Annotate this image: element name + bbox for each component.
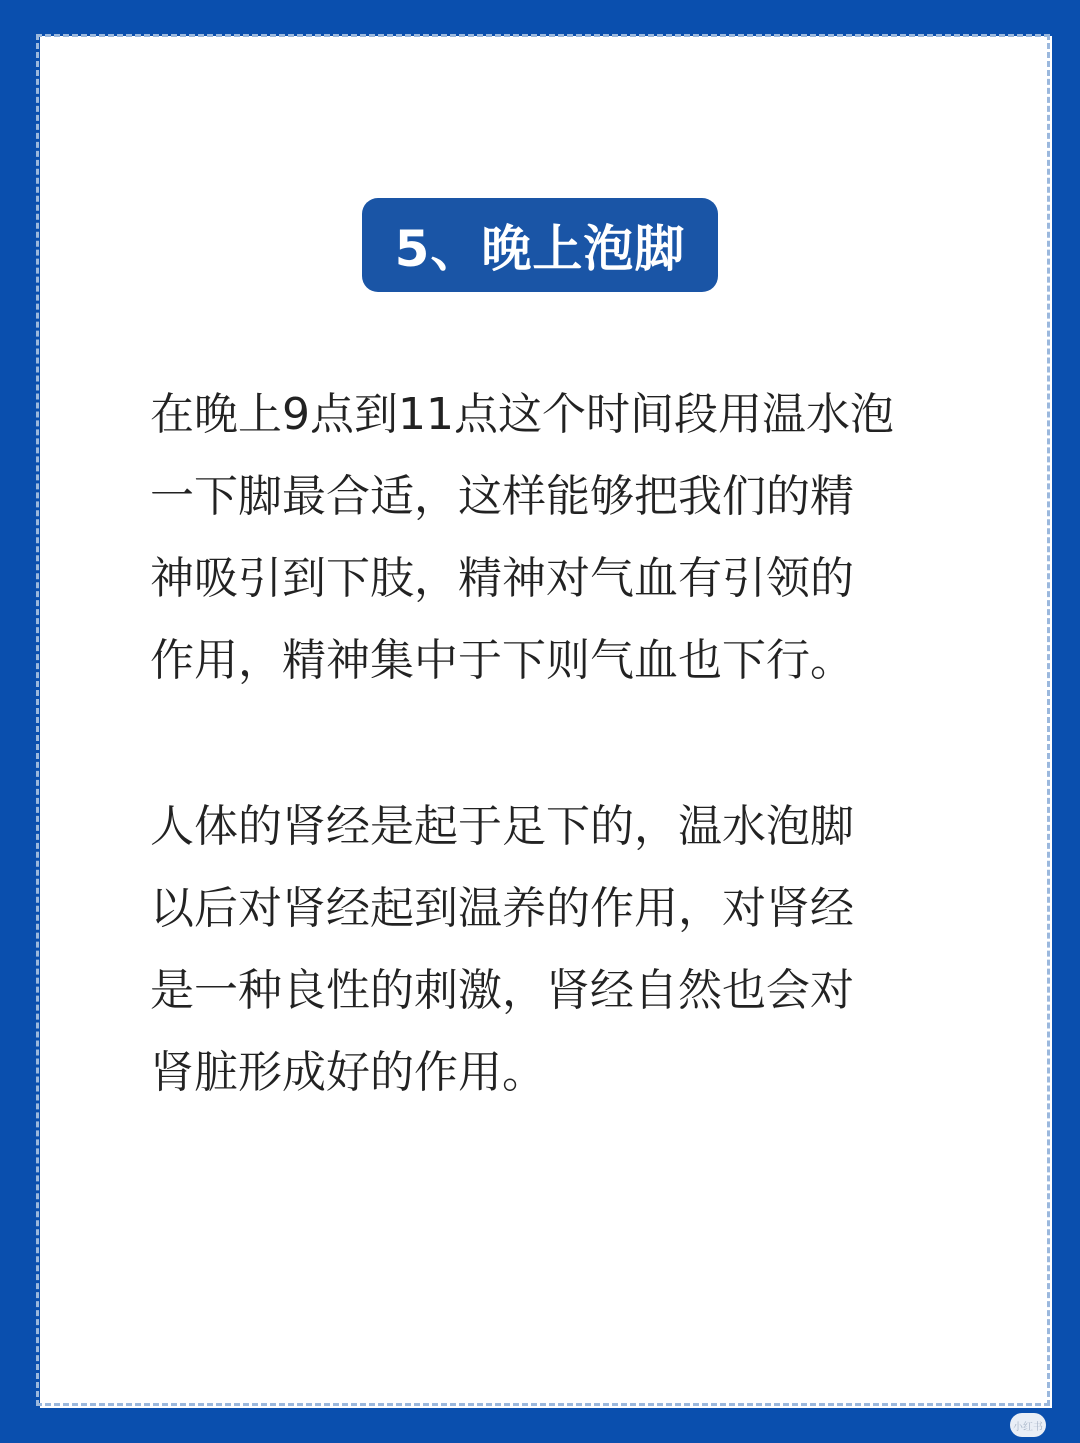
- paragraph-2: [150, 786, 980, 1114]
- paragraph-2-line: 以后对肾经起到温养的作用，对肾经: [150, 883, 854, 934]
- watermark-logo: 小红书: [1010, 1413, 1046, 1437]
- paragraph-1: [150, 374, 980, 702]
- paragraph-2-line: 肾脏形成好的作用。: [150, 1047, 546, 1098]
- paragraph-1-line: 一下脚最合适，这样能够把我们的精: [150, 471, 854, 522]
- paragraph-2-line: 是一种良性的刺激，肾经自然也会对: [150, 965, 854, 1016]
- paragraph-1-line: 神吸引到下肢，精神对气血有引领的: [150, 553, 854, 604]
- page-title: 5、晚上泡脚: [394, 220, 686, 278]
- paragraph-1-line: 作用，精神集中于下则气血也下行。: [150, 635, 854, 686]
- paragraph-1-line: 在晚上9点到11点这个时间段用温水泡: [150, 389, 894, 440]
- paragraph-2-line: 人体的肾经是起于足下的，温水泡脚: [150, 801, 854, 852]
- title-badge: [362, 198, 718, 292]
